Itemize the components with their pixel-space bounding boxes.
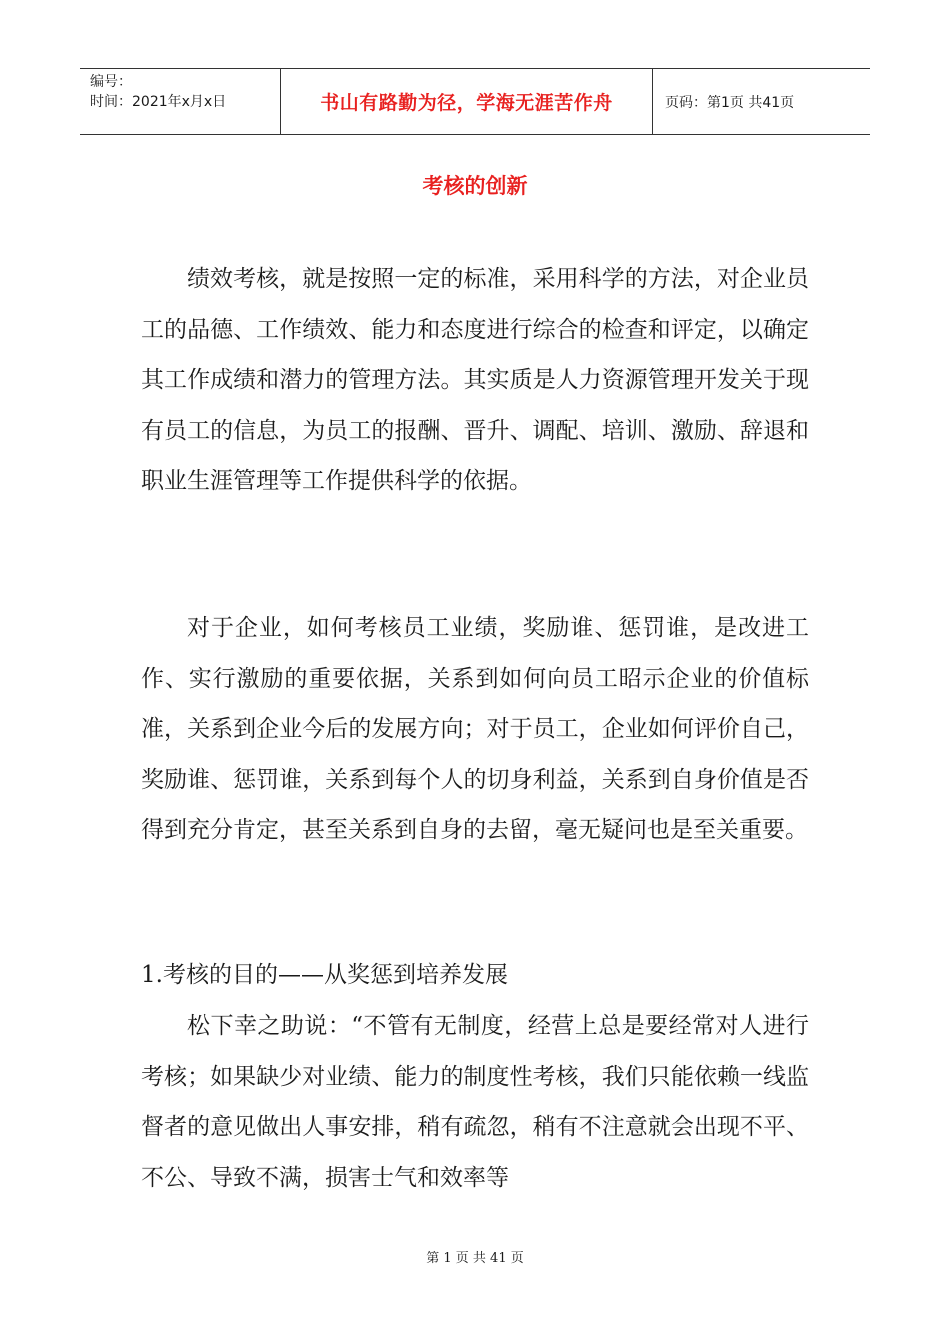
paragraph-3: 松下幸之助说：“不管有无制度，经营上总是要经常对人进行考核；如果缺少对业绩、能力的制度性考核，我们只能依赖一线监督者的意见做出人事安排，稍有疏忽，稍有不注意就会出现不平、不公、导致不满，损害士气和效率等 bbox=[141, 1013, 809, 1191]
header-meta-cell bbox=[80, 69, 281, 134]
paragraph-1: 绩效考核，就是按照一定的标准，采用科学的方法，对企业员工的品德、工作绩效、能力和态度进行综合的检查和评定，以确定其工作成绩和潜力的管理方法。其实质是人力资源管理开发关于现有员工的信息，为员工的报酬、晋升、调配、培训、激励、辞退和职业生涯管理等工作提供科学的依据。 bbox=[141, 266, 809, 494]
document-title: 考核的创新 bbox=[422, 173, 528, 198]
paragraph-2: 对于企业，如何考核员工业绩，奖励谁、惩罚谁，是改进工作、实行激励的重要依据，关系到如何向员工昭示企业的价值标准，关系到企业今后的发展方向；对于员工，企业如何评价自己，奖励谁、惩罚谁，关系到每个人的切身利益，关系到自身价值是否得到充分肯定，甚至关系到自身的去留，毫无疑问也是至关重要。 bbox=[141, 615, 809, 843]
page-footer: 第 1 页 共 41 页 bbox=[426, 1251, 524, 1266]
header-motto: 书山有路勤为径，学海无涯苦作舟 bbox=[281, 69, 653, 134]
document-time-label: 时间：2021年x月x日 bbox=[90, 94, 227, 110]
header-page-info: 页码：第1页 共41页 bbox=[665, 94, 795, 111]
document-number-label: 编号： bbox=[90, 74, 132, 90]
section-heading: 1.考核的目的——从奖惩到培养发展 bbox=[141, 962, 508, 988]
document-header bbox=[80, 68, 870, 135]
